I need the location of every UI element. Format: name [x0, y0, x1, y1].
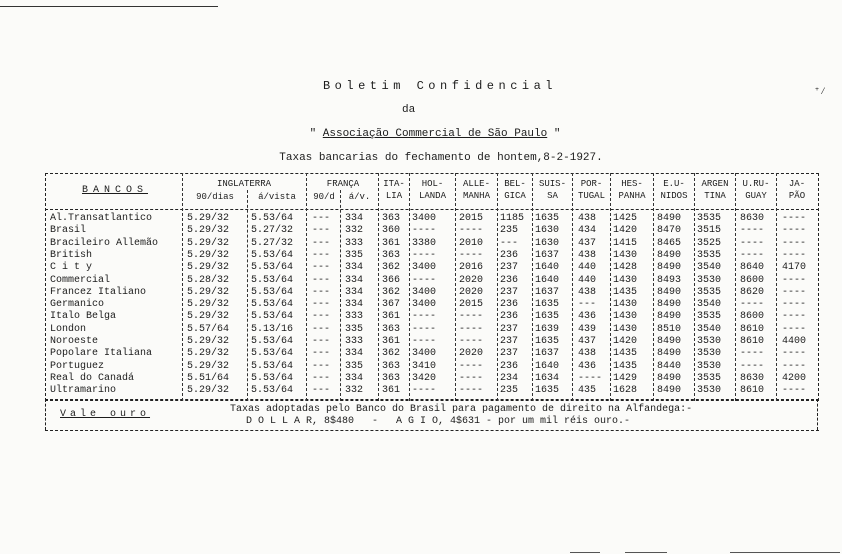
- rate-cell: 3515: [697, 225, 722, 237]
- bank-name: Bracileiro Allemão: [50, 237, 159, 249]
- rate-cell: 363: [382, 360, 401, 372]
- rate-cell: 334: [345, 286, 364, 298]
- rate-cell: 5.51/64: [187, 372, 230, 384]
- rate-cell: 5.29/32: [187, 385, 230, 397]
- rate-cell: 5.29/32: [187, 237, 230, 249]
- rate-cell: 3535: [697, 372, 722, 384]
- header-ing-90: 90/dias: [196, 192, 234, 202]
- rate-cell: 3420: [412, 372, 437, 384]
- rate-cell: 8630: [740, 213, 765, 224]
- rate-cell: 363: [382, 213, 401, 224]
- header-franca: FRANÇA: [326, 179, 360, 189]
- rate-cell: 363: [382, 372, 401, 384]
- rate-cell: 8490: [657, 372, 682, 384]
- rate-cell: 3540: [697, 299, 722, 311]
- rate-cell: ----: [459, 385, 484, 397]
- rate-cell: 3535: [697, 213, 722, 224]
- rate-cell: 1637: [535, 286, 560, 298]
- bank-name: Germanico: [50, 299, 105, 311]
- rate-cell: 1430: [613, 299, 638, 311]
- rate-cell: 234: [500, 372, 519, 384]
- bank-name: Ultramarino: [50, 385, 117, 397]
- rate-cell: ---: [312, 385, 331, 397]
- da-word: da: [402, 104, 416, 116]
- rate-cell: 8465: [657, 237, 682, 249]
- rate-cell: 1420: [613, 336, 638, 347]
- col-line: [182, 173, 183, 401]
- rate-cell: 363: [382, 249, 401, 261]
- col-line: [409, 173, 410, 401]
- rate-cell: 333: [345, 237, 364, 249]
- rate-cell: 8440: [657, 360, 682, 372]
- rate-cell: 361: [382, 336, 401, 347]
- col-line: [306, 173, 307, 401]
- rate-cell: 2020: [459, 274, 484, 286]
- rate-cell: 1435: [613, 348, 638, 360]
- rate-cell: ---: [312, 360, 331, 372]
- rate-cell: 3400: [412, 213, 437, 224]
- footer-divider: [45, 399, 819, 400]
- rate-cell: 4170: [782, 262, 807, 274]
- rate-cell: 360: [382, 225, 401, 237]
- bank-name: Italo Belga: [50, 311, 117, 323]
- bank-name: Portuguez: [50, 360, 105, 372]
- rate-cell: ----: [740, 249, 765, 261]
- rate-cell: 439: [578, 323, 597, 335]
- rate-cell: 5.27/32: [251, 225, 294, 237]
- bulletin-title: Boletim Confidencial: [322, 79, 558, 93]
- header-argentina: ARGEN TINA: [701, 179, 729, 201]
- rate-cell: 5.53/64: [251, 249, 294, 261]
- rate-cell: ---: [312, 249, 331, 261]
- rate-cell: ----: [459, 249, 484, 261]
- rate-cell: 5.29/32: [187, 299, 230, 311]
- rate-cell: ----: [412, 225, 437, 237]
- rate-cell: 438: [578, 249, 597, 261]
- rate-cell: 362: [382, 286, 401, 298]
- header-suissa: SUIS- SA: [538, 179, 566, 201]
- rate-cell: 8470: [657, 225, 682, 237]
- rate-cell: 1430: [613, 274, 638, 286]
- rate-cell: 8490: [657, 249, 682, 261]
- rate-cell: ---: [500, 237, 519, 249]
- header-divider: [45, 209, 819, 210]
- taxas-date-line: Taxas bancarias do fechamento de hontem,8-2-1927.: [279, 152, 603, 164]
- rate-cell: 8640: [740, 262, 765, 274]
- rate-cell: 362: [382, 348, 401, 360]
- rate-cell: 8510: [657, 323, 682, 335]
- rate-cell: 332: [345, 225, 364, 237]
- top-rule: [0, 6, 218, 7]
- rate-cell: 361: [382, 237, 401, 249]
- rate-cell: 1430: [613, 249, 638, 261]
- bank-name: Popolare Italiana: [50, 348, 153, 360]
- col-line: [694, 173, 695, 401]
- rate-cell: 237: [500, 336, 519, 347]
- rate-cell: ----: [782, 249, 807, 261]
- rate-cell: 5.29/32: [187, 286, 230, 298]
- rate-cell: ----: [740, 237, 765, 249]
- rate-cell: ----: [782, 286, 807, 298]
- rate-cell: 5.53/64: [251, 213, 294, 224]
- rate-cell: 434: [578, 225, 597, 237]
- footer-line-1: Taxas adoptadas pelo Banco do Brasil para pagamento de direito na Alfandega:-: [230, 404, 693, 415]
- rate-cell: 436: [578, 311, 597, 323]
- rate-cell: ----: [782, 311, 807, 323]
- rate-cell: 2020: [459, 348, 484, 360]
- footer-right-edge: [817, 399, 818, 430]
- rate-cell: 435: [578, 385, 597, 397]
- rate-cell: 5.29/32: [187, 360, 230, 372]
- rate-cell: 1637: [535, 348, 560, 360]
- rate-cell: 1634: [535, 372, 560, 384]
- rate-cell: 5.53/64: [251, 385, 294, 397]
- rate-cell: 236: [500, 311, 519, 323]
- header-ing-vista: á/vista: [258, 192, 296, 202]
- rate-cell: 1429: [613, 372, 638, 384]
- bank-name: British: [50, 249, 93, 261]
- rate-cell: ---: [312, 348, 331, 360]
- rate-cell: 5.53/64: [251, 372, 294, 384]
- rate-cell: ---: [312, 299, 331, 311]
- rate-cell: ----: [459, 311, 484, 323]
- rate-cell: 5.53/64: [251, 299, 294, 311]
- rate-cell: ----: [578, 372, 603, 384]
- rate-cell: ----: [740, 348, 765, 360]
- col-line: [653, 173, 654, 401]
- rate-cell: 335: [345, 323, 364, 335]
- rate-cell: 8610: [740, 336, 765, 347]
- rate-cell: ----: [412, 323, 437, 335]
- footer-line-2: D O L L A R, 8$480 - A G I O, 4$631 - por um mil réis ouro.-: [246, 416, 631, 427]
- header-bancos: BANCOS: [81, 185, 148, 196]
- rate-cell: 8493: [657, 274, 682, 286]
- rate-cell: 1635: [535, 336, 560, 347]
- rate-cell: 440: [578, 274, 597, 286]
- rate-cell: 3530: [697, 336, 722, 347]
- rate-cell: 5.29/32: [187, 311, 230, 323]
- bank-name: Brasil: [50, 225, 87, 237]
- header-fr-vista: á/v.: [348, 192, 371, 202]
- col-line: [378, 173, 379, 401]
- rate-cell: 3535: [697, 311, 722, 323]
- header-portugal: POR- TUGAL: [577, 179, 605, 201]
- rate-cell: ----: [782, 274, 807, 286]
- bank-name: C i t y: [50, 262, 93, 274]
- rate-cell: 5.57/64: [187, 323, 230, 335]
- rate-cell: 334: [345, 299, 364, 311]
- rate-cell: 438: [578, 348, 597, 360]
- rate-cell: ----: [459, 225, 484, 237]
- rate-cell: 1637: [535, 249, 560, 261]
- rate-cell: 5.53/64: [251, 286, 294, 298]
- rate-cell: 2016: [459, 262, 484, 274]
- rate-cell: ----: [459, 336, 484, 347]
- col-line: [497, 173, 498, 401]
- rate-cell: 1415: [613, 237, 638, 249]
- rate-cell: 1640: [535, 262, 560, 274]
- bank-name: Noroeste: [50, 336, 99, 347]
- rate-cell: ----: [740, 360, 765, 372]
- rate-cell: 437: [578, 336, 597, 347]
- bank-name: Commercial: [50, 274, 111, 286]
- rate-cell: ----: [782, 213, 807, 224]
- header-hespanha: HES- PANHA: [618, 179, 646, 201]
- vale-ouro-label: Vale ouro: [60, 409, 151, 420]
- rate-cell: 2015: [459, 299, 484, 311]
- rate-cell: ---: [312, 311, 331, 323]
- rate-cell: 5.53/64: [251, 336, 294, 347]
- rate-cell: 2020: [459, 286, 484, 298]
- rate-cell: 5.29/32: [187, 336, 230, 347]
- rate-cell: 1425: [613, 213, 638, 224]
- rate-cell: 334: [345, 372, 364, 384]
- rate-cell: 5.29/32: [187, 213, 230, 224]
- rate-cell: ----: [412, 274, 437, 286]
- rate-cell: 1430: [613, 323, 638, 335]
- rate-cell: ----: [412, 311, 437, 323]
- header-uruguay: U.RU- GUAY: [742, 179, 770, 201]
- rate-cell: 8490: [657, 299, 682, 311]
- rate-cell: 1630: [535, 225, 560, 237]
- header-italia: ITA- LIA: [383, 179, 405, 201]
- rate-cell: 5.29/32: [187, 262, 230, 274]
- rate-cell: ---: [312, 262, 331, 274]
- rate-cell: 5.13/16: [251, 323, 294, 335]
- rate-cell: 1430: [613, 311, 638, 323]
- rate-cell: 335: [345, 360, 364, 372]
- rate-cell: ---: [312, 225, 331, 237]
- rate-cell: 3400: [412, 299, 437, 311]
- rate-cell: 3530: [697, 348, 722, 360]
- bottom-mark: [730, 552, 840, 553]
- rate-cell: 5.29/32: [187, 225, 230, 237]
- rate-cell: ---: [312, 372, 331, 384]
- rate-cell: 1635: [535, 311, 560, 323]
- bank-name: Al.Transatlantico: [50, 213, 153, 224]
- bottom-mark: [625, 552, 667, 553]
- rate-cell: 1635: [535, 213, 560, 224]
- rate-cell: 335: [345, 249, 364, 261]
- header-eunidos: E.U- NIDOS: [660, 179, 688, 201]
- rate-cell: 5.29/32: [187, 348, 230, 360]
- header-hollanda: HOL- LANDA: [418, 179, 446, 201]
- rate-cell: ----: [782, 323, 807, 335]
- col-line: [735, 173, 736, 401]
- rate-cell: 3535: [697, 249, 722, 261]
- rate-cell: 333: [345, 311, 364, 323]
- rate-cell: 235: [500, 385, 519, 397]
- rate-cell: 236: [500, 299, 519, 311]
- rate-cell: ----: [782, 299, 807, 311]
- rate-cell: ----: [782, 348, 807, 360]
- rate-cell: 8620: [740, 286, 765, 298]
- rate-cell: 3535: [697, 286, 722, 298]
- header-japao: JA- PÃO: [788, 179, 806, 201]
- rate-cell: ----: [782, 237, 807, 249]
- rate-cell: 3400: [412, 262, 437, 274]
- rate-cell: 236: [500, 249, 519, 261]
- rate-cell: 1640: [535, 360, 560, 372]
- rate-cell: 3410: [412, 360, 437, 372]
- col-line: [776, 173, 777, 401]
- rate-cell: 235: [500, 225, 519, 237]
- rate-cell: 3525: [697, 237, 722, 249]
- rate-cell: ----: [782, 385, 807, 397]
- rate-cell: ----: [782, 360, 807, 372]
- rate-cell: 333: [345, 336, 364, 347]
- rate-cell: 5.53/64: [251, 262, 294, 274]
- col-line: [340, 190, 341, 401]
- rate-cell: ----: [412, 336, 437, 347]
- rate-cell: 5.53/64: [251, 360, 294, 372]
- rate-cell: 237: [500, 286, 519, 298]
- rate-cell: 8490: [657, 262, 682, 274]
- rate-cell: 363: [382, 323, 401, 335]
- bottom-mark: [570, 552, 600, 553]
- rate-cell: 1640: [535, 274, 560, 286]
- bottom-rule: [45, 430, 819, 431]
- rate-cell: 8490: [657, 213, 682, 224]
- rate-cell: 5.27/32: [251, 237, 294, 249]
- rate-cell: ----: [412, 385, 437, 397]
- rate-cell: 438: [578, 286, 597, 298]
- col-line: [247, 190, 248, 401]
- header-belgica: BEL- GICA: [504, 179, 526, 201]
- association-name: " Associação Commercial de São Paulo ": [309, 128, 561, 140]
- header-allemanha: ALLE- MANHA: [462, 179, 490, 201]
- rate-cell: 237: [500, 262, 519, 274]
- rate-cell: 1185: [500, 213, 525, 224]
- rate-cell: 334: [345, 348, 364, 360]
- col-line: [455, 173, 456, 401]
- rate-cell: 334: [345, 262, 364, 274]
- col-line: [610, 173, 611, 401]
- rate-cell: 436: [578, 360, 597, 372]
- bank-name: London: [50, 323, 87, 335]
- rate-cell: 2015: [459, 213, 484, 224]
- rate-cell: 5.28/32: [187, 274, 230, 286]
- rate-cell: 362: [382, 262, 401, 274]
- col-line: [532, 173, 533, 401]
- rate-cell: 8490: [657, 311, 682, 323]
- rate-cell: 3540: [697, 262, 722, 274]
- rate-cell: 1628: [613, 385, 638, 397]
- corner-mark: ⁺⁄: [814, 87, 827, 98]
- rate-cell: 2010: [459, 237, 484, 249]
- rate-cell: ----: [459, 360, 484, 372]
- rate-cell: 1428: [613, 262, 638, 274]
- rate-cell: 438: [578, 213, 597, 224]
- rate-cell: 4400: [782, 336, 807, 347]
- rate-cell: ---: [312, 237, 331, 249]
- header-fr-90: 90/d: [313, 192, 335, 202]
- rate-cell: 3530: [697, 385, 722, 397]
- bank-name: Francez Italiano: [50, 286, 147, 298]
- rate-cell: ---: [312, 286, 331, 298]
- rate-cell: 5.53/64: [251, 274, 294, 286]
- rate-cell: 3400: [412, 348, 437, 360]
- rate-cell: 3530: [697, 274, 722, 286]
- rate-cell: 5.29/32: [187, 249, 230, 261]
- rate-cell: ----: [782, 225, 807, 237]
- rate-cell: 334: [345, 274, 364, 286]
- rate-cell: 1420: [613, 225, 638, 237]
- rate-cell: 440: [578, 262, 597, 274]
- rate-cell: 8600: [740, 311, 765, 323]
- rate-cell: ---: [312, 336, 331, 347]
- rate-cell: 361: [382, 385, 401, 397]
- rate-cell: 367: [382, 299, 401, 311]
- rate-cell: ----: [740, 225, 765, 237]
- rate-cell: ----: [412, 249, 437, 261]
- rate-cell: 8600: [740, 274, 765, 286]
- rate-cell: 366: [382, 274, 401, 286]
- rate-cell: ----: [459, 372, 484, 384]
- rate-cell: 8610: [740, 323, 765, 335]
- bank-name: Real do Canadá: [50, 372, 135, 384]
- rate-cell: 3540: [697, 323, 722, 335]
- footer-left-edge: [45, 399, 46, 430]
- rate-cell: 8490: [657, 348, 682, 360]
- rate-cell: 8610: [740, 385, 765, 397]
- rate-cell: 8490: [657, 385, 682, 397]
- rate-cell: 3530: [697, 360, 722, 372]
- rate-cell: 236: [500, 274, 519, 286]
- rate-cell: ----: [459, 323, 484, 335]
- rate-cell: 361: [382, 311, 401, 323]
- rate-cell: 1639: [535, 323, 560, 335]
- rate-cell: 8490: [657, 286, 682, 298]
- rate-cell: ----: [740, 299, 765, 311]
- rate-cell: 3400: [412, 286, 437, 298]
- rate-cell: 332: [345, 385, 364, 397]
- col-line: [572, 173, 573, 401]
- rate-cell: 1635: [535, 385, 560, 397]
- rate-cell: 4200: [782, 372, 807, 384]
- rate-cell: ---: [312, 274, 331, 286]
- rate-cell: 1635: [535, 299, 560, 311]
- rate-cell: 3380: [412, 237, 437, 249]
- rate-cell: 237: [500, 348, 519, 360]
- rate-cell: ---: [578, 299, 597, 311]
- rate-cell: 237: [500, 323, 519, 335]
- rate-cell: 5.53/64: [251, 311, 294, 323]
- rate-cell: 5.53/64: [251, 348, 294, 360]
- rate-cell: 334: [345, 213, 364, 224]
- rate-cell: 1435: [613, 286, 638, 298]
- rate-cell: 8630: [740, 372, 765, 384]
- rate-cell: ---: [312, 323, 331, 335]
- rate-cell: 8490: [657, 336, 682, 347]
- rate-cell: ---: [312, 213, 331, 224]
- header-inglaterra: INGLATERRA: [216, 179, 271, 189]
- rate-cell: 1435: [613, 360, 638, 372]
- rate-cell: 236: [500, 360, 519, 372]
- rate-cell: 1630: [535, 237, 560, 249]
- rate-cell: 437: [578, 237, 597, 249]
